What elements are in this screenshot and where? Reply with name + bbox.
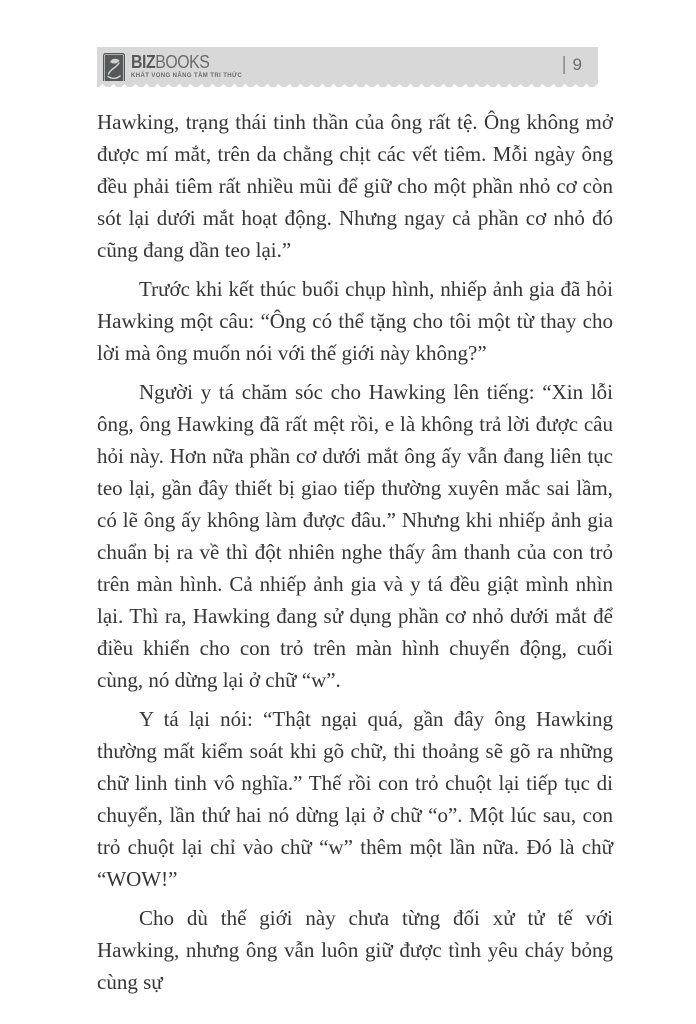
page-number-divider: | [561, 53, 567, 75]
page-number [562, 55, 582, 74]
header-zigzag-edge [97, 81, 598, 87]
paragraph: Trước khi kết thúc buổi chụp hình, nhiếp ảnh gia đã hỏi Hawking một câu: “Ông có thể tặng cho tôi một từ thay cho lời mà ông muốn nói với thế giới này không?” [97, 277, 613, 365]
brand [103, 53, 242, 83]
page-number-value: 9 [572, 54, 582, 74]
bizbooks-logo-icon [103, 53, 125, 83]
page-body [97, 106, 613, 1005]
paragraph: Hawking, trạng thái tinh thần của ông rất tệ. Ông không mở được mí mắt, trên da chằng chịt các vết tiêm. Mỗi ngày ông đều phải tiêm rất nhiều mũi để giữ cho một phần nhỏ cơ còn sót lại dưới mắt hoạt động. Nhưng ngay cả phần cơ nhỏ đó cũng đang dần teo lại.” [97, 110, 613, 262]
page-header [97, 47, 598, 81]
brand-name [131, 53, 229, 72]
paragraph: Người y tá chăm sóc cho Hawking lên tiếng: “Xin lỗi ông, ông Hawking đã rất mệt rồi, e là không trả lời được câu hỏi này. Hơn nữa phần cơ dưới mắt ông ấy vẫn đang liên tục teo lại, gần đây thiết bị giao tiếp thường xuyên mắc sai lầm, có lẽ ông ấy không làm được đâu.” Nhưng khi nhiếp ảnh gia chuẩn bị ra về thì đột nhiên nghe thấy âm thanh của con trỏ trên màn hình. Cả nhiếp ảnh gia và y tá đều giật mình nhìn lại. Thì ra, Hawking đang sử dụng phần cơ nhỏ dưới mắt để điều khiển cho con trỏ trên màn hình chuyển động, cuối cùng, nó dừng lại ở chữ “w”. [97, 380, 613, 692]
brand-name-biz: BIZ [131, 52, 156, 72]
paragraph: Cho dù thế giới này chưa từng đối xử tử tế với Hawking, nhưng ông vẫn luôn giữ được tình yêu cháy bỏng cùng sự [97, 906, 613, 994]
brand-tagline: KHÁT VỌNG NÂNG TẦM TRI THỨC [131, 73, 243, 79]
paragraph: Y tá lại nói: “Thật ngại quá, gần đây ông Hawking thường mất kiểm soát khi gõ chữ, thi thoảng sẽ gõ ra những chữ linh tinh vô nghĩa.” Thế rồi con trỏ chuột lại tiếp tục di chuyển, lần thứ hai nó dừng lại ở chữ “o”. Một lúc sau, con trỏ chuột lại chỉ vào chữ “w” thêm một lần nữa. Đó là chữ “WOW!” [97, 707, 613, 891]
brand-text [131, 53, 242, 80]
brand-name-books: BOOKS [155, 52, 210, 72]
